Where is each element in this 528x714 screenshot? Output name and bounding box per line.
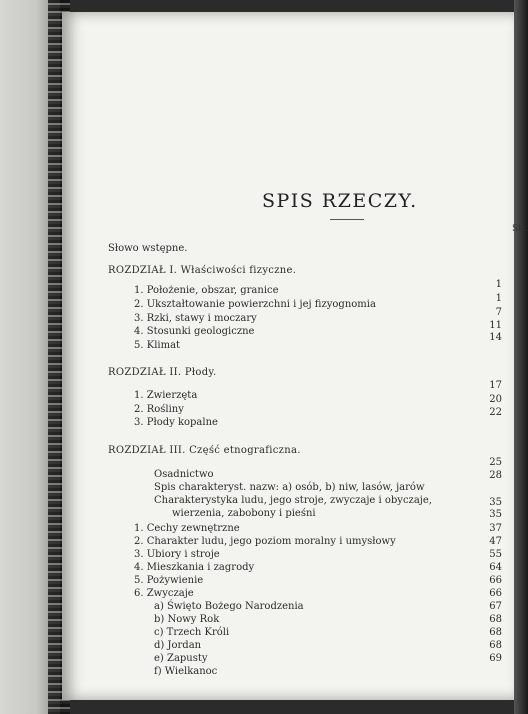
toc-page: 11: [489, 320, 502, 331]
toc-page: 7: [495, 307, 502, 318]
toc-page: 67: [489, 601, 502, 612]
toc-entry: e) Zapusty: [154, 653, 208, 664]
toc-page: 69: [489, 653, 502, 664]
title-rule: [330, 219, 364, 220]
toc-page: 28: [489, 470, 502, 481]
toc-page: 17: [489, 380, 502, 391]
toc-page: 68: [489, 614, 502, 625]
toc-entry: 6. Zwyczaje: [134, 588, 194, 599]
toc-page: 35: [489, 497, 502, 508]
toc-entry: d) Jordan: [154, 640, 202, 651]
toc-entry: 3. Ubiory i stroje: [134, 549, 220, 560]
toc-entry: 2. Ukształtowanie powierzchni i jej fizyognomia: [134, 299, 376, 310]
toc-entry: wierzenia, zabobony i pieśni: [172, 508, 316, 519]
toc-page: 64: [489, 562, 502, 573]
toc-entry: 1. Położenie, obszar, granice: [134, 285, 279, 296]
page-column-label: Str.: [512, 224, 528, 234]
toc-page: 66: [489, 588, 502, 599]
toc-page: 20: [489, 394, 502, 405]
section-heading: ROZDZIAŁ I. Właściwości fizyczne.: [108, 265, 297, 276]
toc-entry: 4. Mieszkania i zagrody: [134, 562, 255, 573]
toc-page: 55: [489, 549, 502, 560]
toc-entry: 3. Rzki, stawy i moczary: [134, 313, 257, 324]
toc-page: 47: [489, 536, 502, 547]
toc-entry: 5. Klimat: [134, 340, 181, 351]
toc-page: 68: [489, 627, 502, 638]
toc-page: 37: [489, 523, 502, 534]
toc-page: 66: [489, 575, 502, 586]
section-heading: ROZDZIAŁ III. Część etnograficzna.: [108, 445, 301, 456]
toc-page: 35: [489, 509, 502, 520]
page-title: SPIS RZECZY.: [262, 190, 418, 212]
section-heading: ROZDZIAŁ II. Płody.: [108, 367, 217, 378]
toc-entry: Charakterystyka ludu, jego stroje, zwyczaje i obyczaje,: [154, 495, 432, 506]
intro-line: Słowo wstępne.: [108, 243, 188, 254]
toc-entry: 1. Cechy zewnętrzne: [134, 523, 240, 534]
toc-page: 22: [489, 407, 502, 418]
toc-page: 1: [495, 279, 502, 290]
toc-entry: 2. Rośliny: [134, 404, 184, 415]
toc-entry: 4. Stosunki geologiczne: [134, 326, 255, 337]
toc-page: 25: [489, 457, 502, 468]
toc-entry: c) Trzech Króli: [154, 627, 230, 638]
toc-entry: f) Wielkanoc: [154, 666, 218, 677]
toc-page: 68: [489, 640, 502, 651]
toc-page: 14: [489, 332, 502, 343]
toc-entry: Osadnictwo: [154, 469, 214, 480]
toc-entry: Spis charakteryst. nazw: a) osób, b) niw, lasów, jarów: [154, 482, 425, 493]
right-page-edge: [514, 0, 528, 714]
toc-entry: a) Święto Bożego Narodzenia: [154, 601, 304, 612]
document-page: [62, 12, 528, 700]
toc-entry: 3. Płody kopalne: [134, 417, 218, 428]
toc-entry: 5. Pożywienie: [134, 575, 204, 586]
toc-entry: 1. Zwierzęta: [134, 390, 198, 401]
toc-entry: b) Nowy Rok: [154, 614, 220, 625]
toc-page: 1: [495, 293, 502, 304]
toc-entry: 2. Charakter ludu, jego poziom moralny i umysłowy: [134, 536, 396, 547]
